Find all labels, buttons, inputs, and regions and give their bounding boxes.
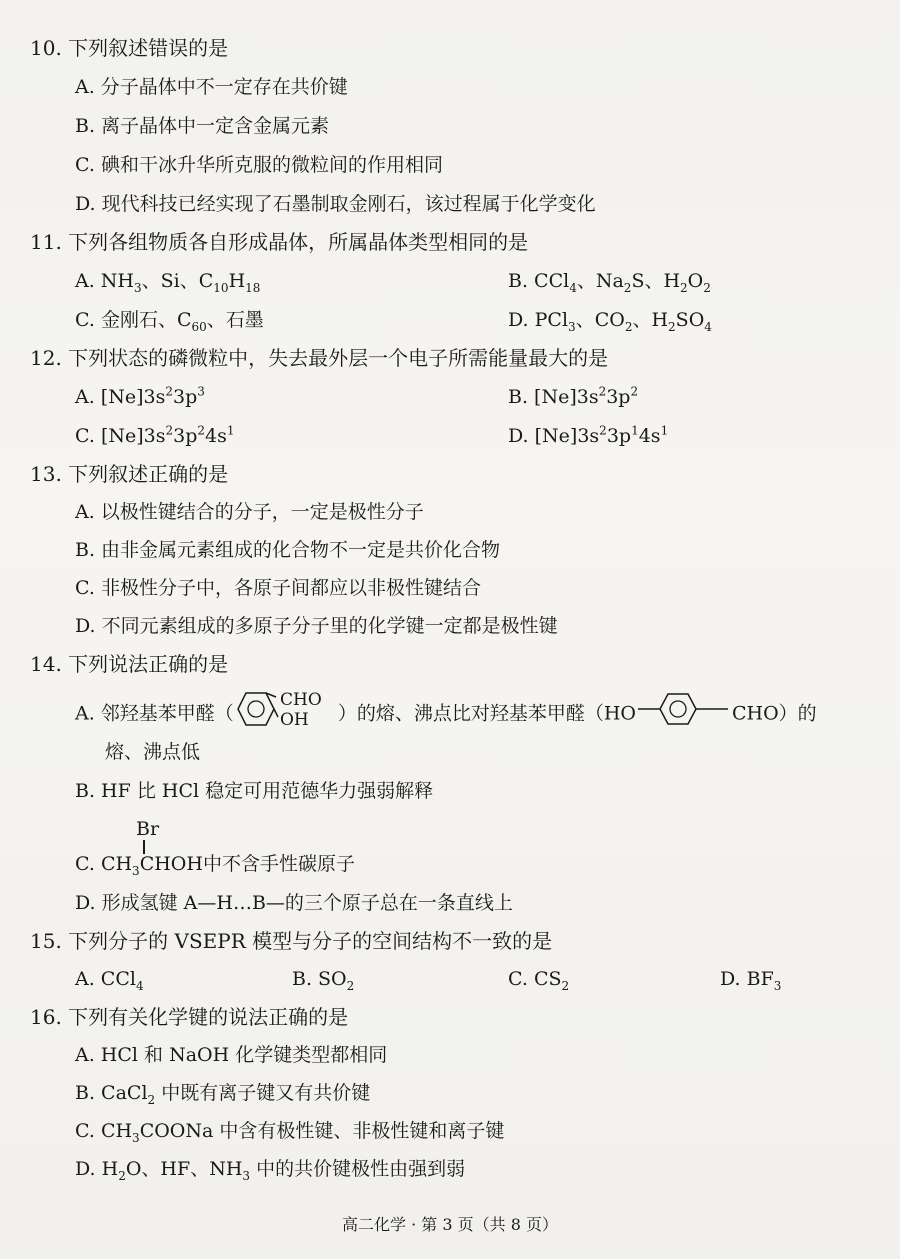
q10-option-a: A. 分子晶体中不一定存在共价键: [75, 76, 348, 98]
oh-group-label: OH: [279, 710, 309, 729]
q16-option-a: A. HCl 和 NaOH 化学键类型都相同: [75, 1044, 388, 1066]
q12-option-a: A. $[Ne]3s^23p^3$: [75, 384, 205, 408]
q14-option-d: D. 形成氢键 A—H…B—的三个原子总在一条直线上: [75, 892, 513, 914]
q11-option-c: C. 金刚石、$C_{60}$、石墨: [75, 309, 264, 334]
q13-option-a: A. 以极性键结合的分子，一定是极性分子: [75, 501, 424, 523]
q14-option-a: A. 邻羟基苯甲醛（ CHO OH ）的熔、沸点比对羟基苯甲醛（HO CHO）的: [75, 689, 817, 740]
bromo-substituent-label: Br: [136, 818, 160, 840]
q13-option-d: D. 不同元素组成的多原子分子里的化学键一定都是极性键: [75, 615, 558, 637]
q11-stem: 11. 下列各组物质各自形成晶体，所属晶体类型相同的是: [30, 230, 529, 254]
q11-option-d: D. PCl$_3$、$CO_2$、$H_2SO_4$: [508, 309, 712, 334]
q16-option-b: B. CaCl$_2$ 中既有离子键又有共价键: [75, 1082, 371, 1107]
ortho-hydroxybenzaldehyde-structure: [234, 689, 338, 740]
q11-option-a: A. $NH_3$、Si、$C_{10}H_{18}$: [75, 270, 261, 295]
q12-option-d: D. $[Ne]3s^23p^14s^1$: [508, 423, 669, 447]
q15-option-d: D. $BF_3$: [720, 968, 782, 993]
para-hydroxybenzaldehyde-structure: [636, 691, 732, 738]
q16-stem: 16. 下列有关化学键的说法正确的是: [30, 1005, 349, 1029]
q10-option-c: C. 碘和干冰升华所克服的微粒间的作用相同: [75, 154, 443, 176]
page-footer: 高二化学 · 第 3 页（共 8 页）: [342, 1215, 558, 1234]
q15-option-a: A. CCl$_4$: [75, 968, 144, 993]
q15-stem: 15. 下列分子的 VSEPR 模型与分子的空间结构不一致的是: [30, 929, 553, 953]
q15-option-c: C. $CS_2$: [508, 968, 570, 993]
q12-stem: 12. 下列状态的磷微粒中，失去最外层一个电子所需能量最大的是: [30, 346, 609, 370]
q13-stem: 13. 下列叙述正确的是: [30, 462, 229, 486]
q13-option-c: C. 非极性分子中，各原子间都应以非极性键结合: [75, 577, 481, 599]
q15-option-b: B. $SO_2$: [292, 968, 355, 993]
q12-option-c: C. $[Ne]3s^23p^24s^1$: [75, 423, 235, 447]
q11-option-b: B. CCl$_4$、$Na_2S$、$H_2O_2$: [508, 270, 711, 295]
q13-option-b: B. 由非金属元素组成的化合物不一定是共价化合物: [75, 539, 501, 561]
q14-option-b: B. HF 比 HCl 稳定可用范德华力强弱解释: [75, 780, 434, 802]
q16-option-d: D. $H_2O$、HF、$NH_3$ 中的共价键极性由强到弱: [75, 1158, 466, 1183]
cho-group-label: CHO: [279, 690, 322, 710]
q14-option-c: C. $CH_3CHOH$中不含手性碳原子: [75, 853, 355, 878]
q16-option-c: C. $CH_3COONa$ 中含有极性键、非极性键和离子键: [75, 1120, 505, 1145]
q12-option-b: B. $[Ne]3s^23p^2$: [508, 384, 639, 408]
q10-option-d: D. 现代科技已经实现了石墨制取金刚石，该过程属于化学变化: [75, 193, 596, 215]
q10-option-b: B. 离子晶体中一定含金属元素: [75, 115, 330, 137]
q14-stem: 14. 下列说法正确的是: [30, 652, 229, 676]
q10-stem: 10. 下列叙述错误的是: [30, 36, 229, 60]
q14-option-a-continued: 熔、沸点低: [105, 741, 201, 763]
